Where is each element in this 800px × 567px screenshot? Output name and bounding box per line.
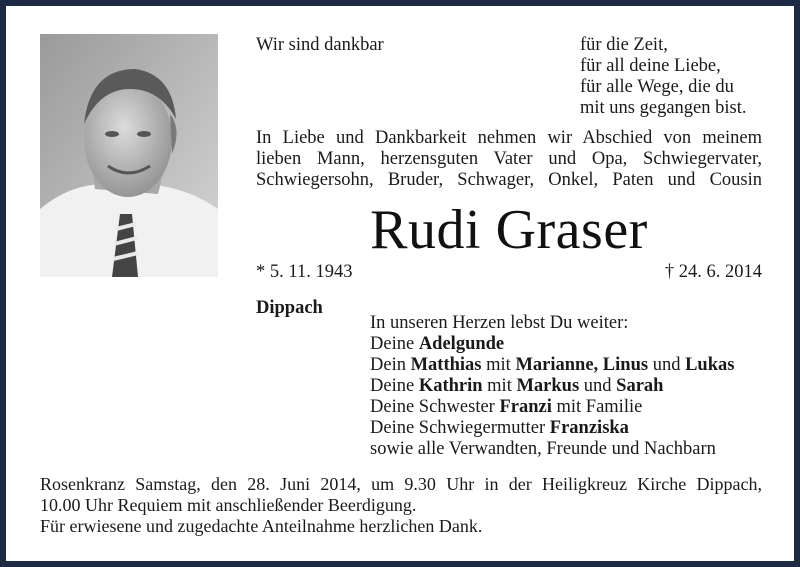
death-date: † 24. 6. 2014 xyxy=(664,262,762,282)
mourner-text: Deine Schwester xyxy=(370,397,500,417)
mourner-name: Markus xyxy=(516,376,580,396)
intro-line: lieben Mann, herzensguten Vater und Opa, Schwiegervater, xyxy=(256,149,762,169)
portrait-image xyxy=(40,34,218,277)
mourner-line xyxy=(370,418,770,439)
birth-date: * 5. 11. 1943 xyxy=(256,262,353,282)
mourner-line xyxy=(370,334,770,355)
mourner-line xyxy=(370,439,770,460)
mourner-line xyxy=(370,355,770,376)
mourner-text: und xyxy=(579,376,617,396)
mourner-name: Linus xyxy=(602,355,649,375)
farewell-paragraph xyxy=(256,128,762,191)
mourner-name: Franzi xyxy=(499,397,552,417)
mourner-name: Franziska xyxy=(549,418,629,438)
poem-line: mit uns gegangen bist. xyxy=(580,98,747,118)
mourners-list xyxy=(370,313,770,460)
footer-line: Rosenkranz Samstag, den 28. Juni 2014, um 9.30 Uhr in der Heiligkreuz Kirche Dippach, xyxy=(40,474,762,494)
mourner-text: Dein xyxy=(370,355,411,375)
intro-line: In Liebe und Dankbarkeit nehmen wir Abschied von meinem xyxy=(256,128,762,148)
place-name: Dippach xyxy=(256,298,323,318)
mourner-lines xyxy=(370,334,770,460)
mourner-text: und xyxy=(648,355,686,375)
mourner-line xyxy=(370,397,770,418)
mourner-name: Sarah xyxy=(616,376,664,396)
mourner-name: Matthias xyxy=(410,355,482,375)
mourner-name: Lukas xyxy=(685,355,735,375)
poem-line: für alle Wege, die du xyxy=(580,77,734,97)
mourner-text: Deine xyxy=(370,376,419,396)
mourner-line xyxy=(370,376,770,397)
portrait-photo xyxy=(40,34,218,277)
mourner-text: Deine xyxy=(370,334,419,354)
poem-right xyxy=(580,35,780,119)
footer-line: 10.00 Uhr Requiem mit anschließender Beerdigung. xyxy=(40,495,417,515)
intro-line: Schwiegersohn, Bruder, Schwager, Onkel, Paten und Cousin xyxy=(256,170,762,190)
mourners-heading: In unseren Herzen lebst Du weiter: xyxy=(370,313,629,333)
mourner-name: Adelgunde xyxy=(418,334,505,354)
poem-line: für die Zeit, xyxy=(580,35,668,55)
mourner-text: mit Familie xyxy=(551,397,643,417)
mourner-name: Marianne, xyxy=(515,355,599,375)
footer-line: Für erwiesene und zugedachte Anteilnahme herzlichen Dank. xyxy=(40,516,483,536)
mourner-text: mit xyxy=(482,376,517,396)
poem-line: für all deine Liebe, xyxy=(580,56,721,76)
mourner-text: mit xyxy=(481,355,516,375)
mourner-name: Kathrin xyxy=(418,376,483,396)
poem-left xyxy=(256,35,384,56)
service-details xyxy=(40,474,762,537)
mourner-text: Deine Schwiegermutter xyxy=(370,418,550,438)
deceased-name: Rudi Graser xyxy=(370,199,648,261)
mourner-text: sowie alle Verwandten, Freunde und Nachbarn xyxy=(370,439,716,459)
poem-line: Wir sind dankbar xyxy=(256,35,384,55)
